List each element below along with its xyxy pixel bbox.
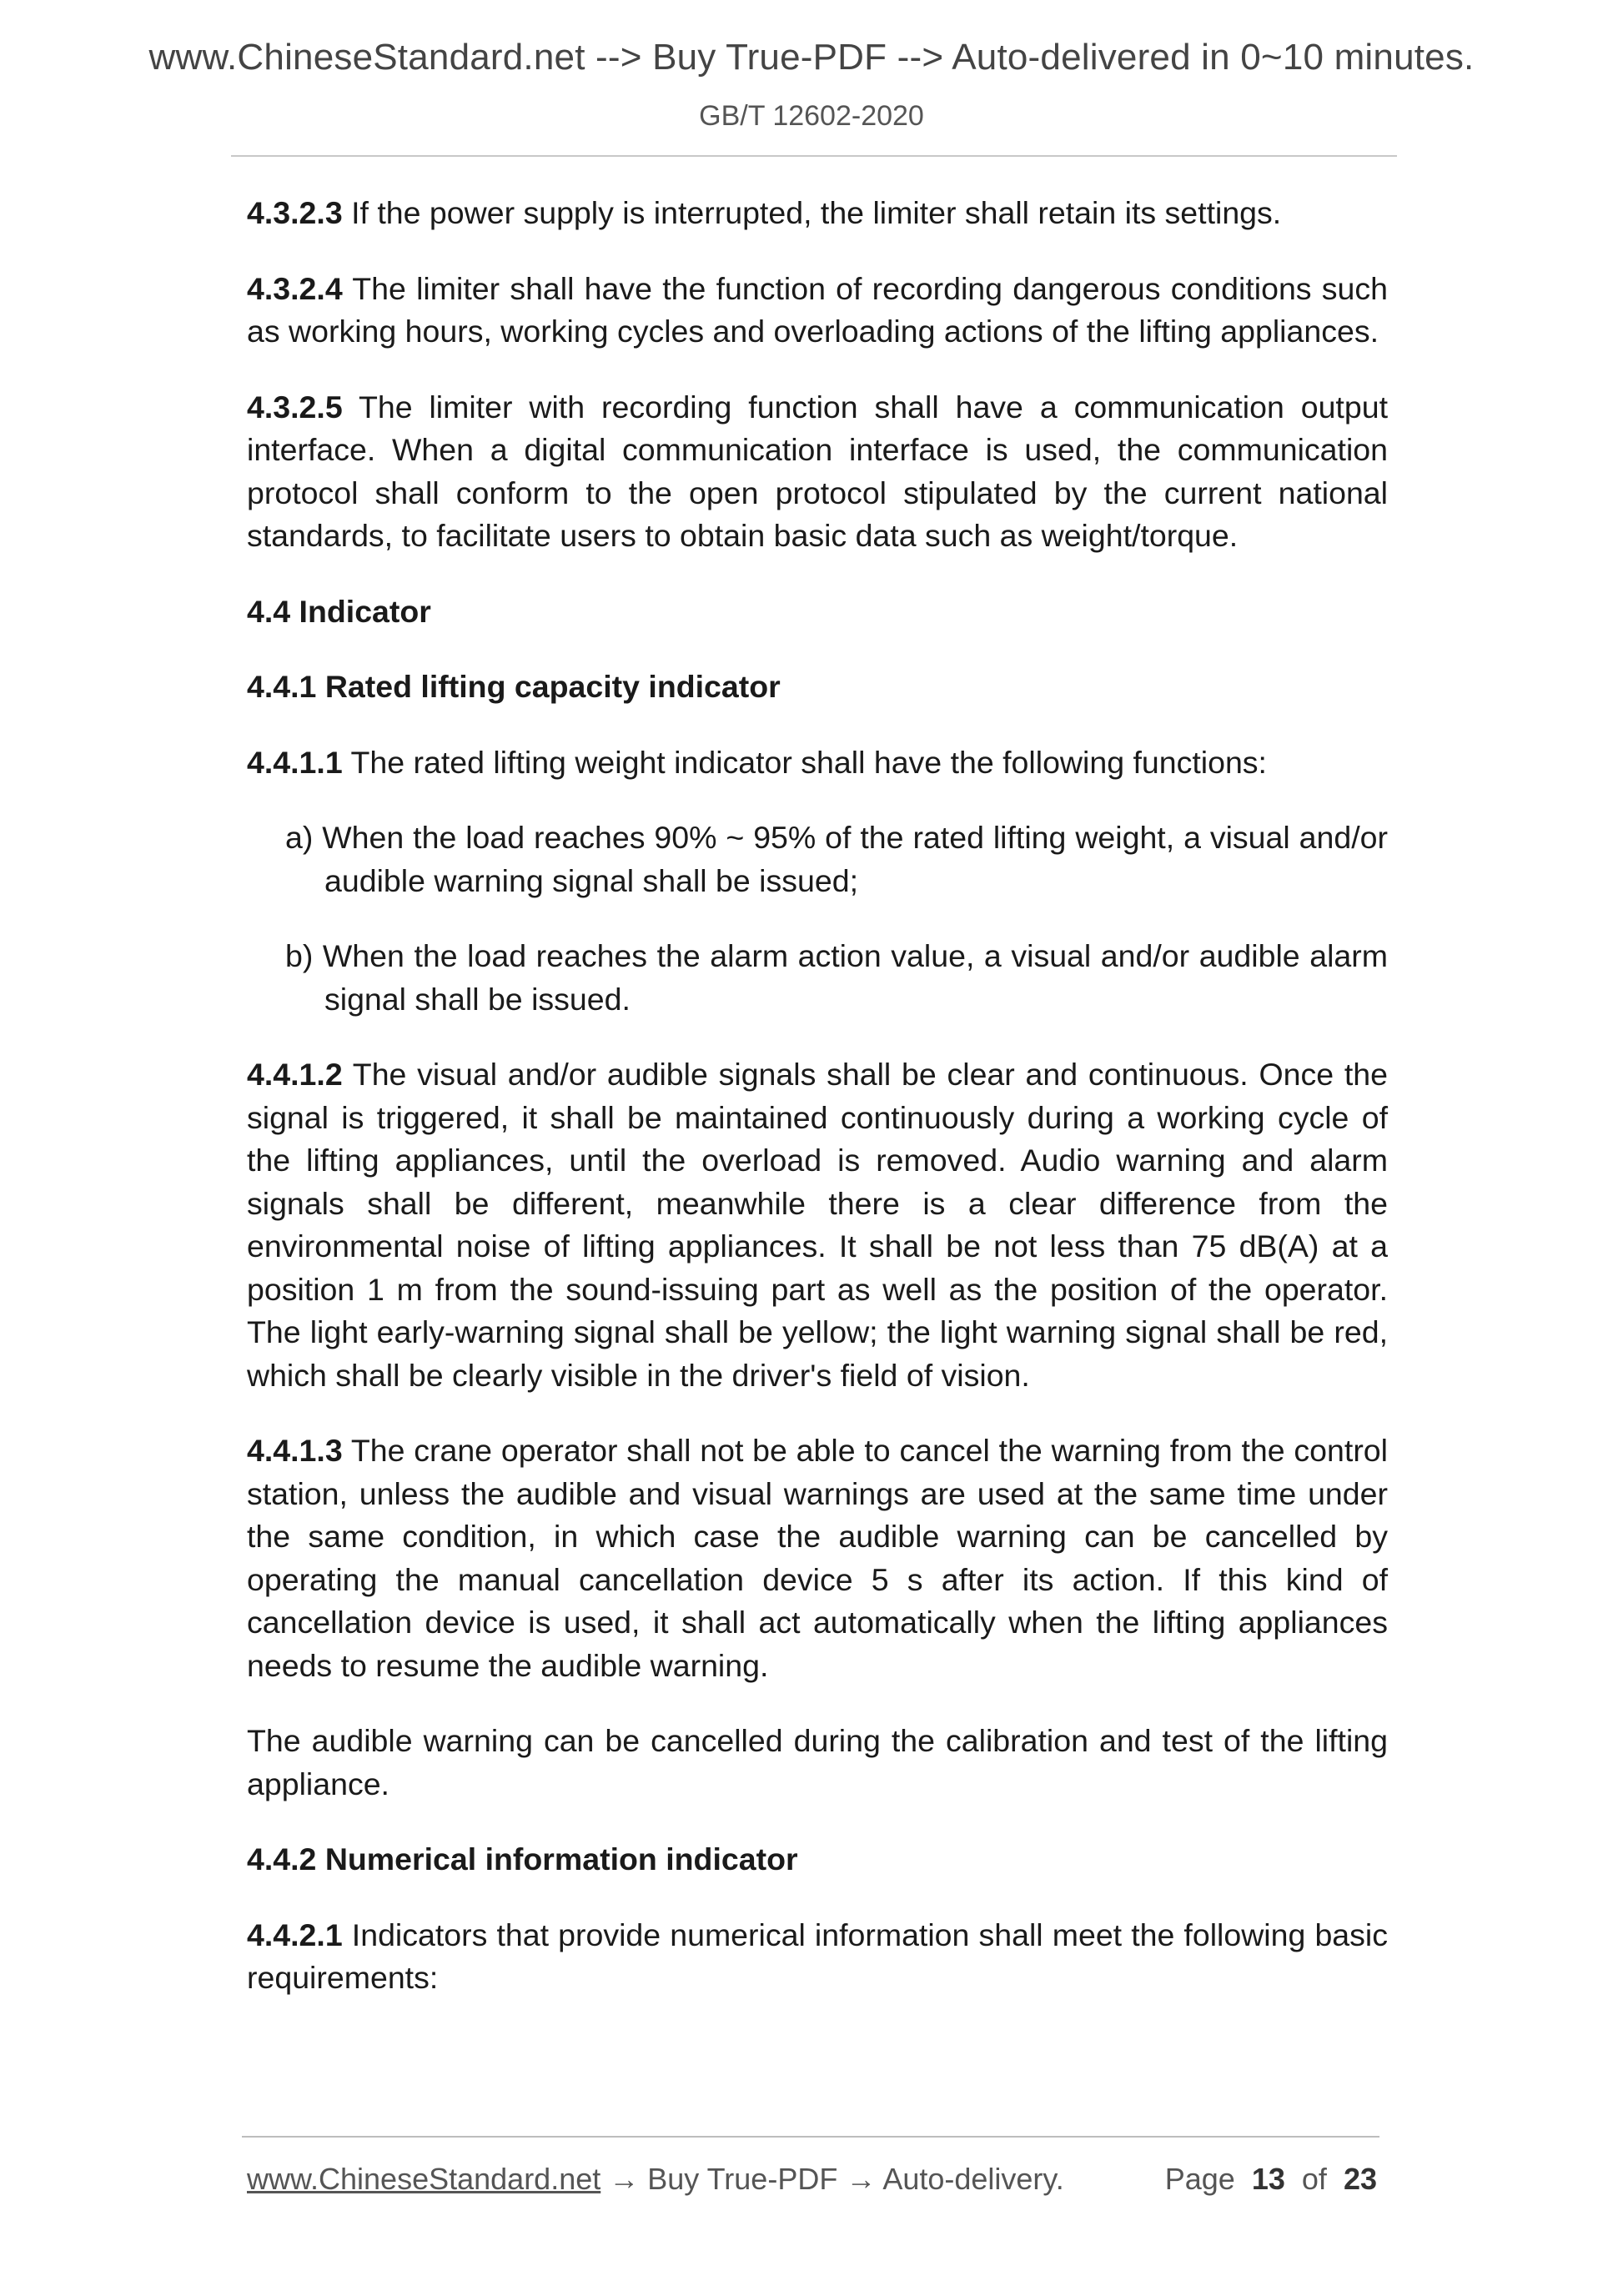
header-divider [231, 155, 1397, 157]
page-indicator [1165, 2162, 1377, 2197]
clause-4-3-2-4 [247, 268, 1388, 354]
clause-4-4-1-3 [247, 1429, 1388, 1687]
clause-text: The limiter shall have the function of recording dangerous conditions such as working hours, working cycles and overloading actions of the lifting appliances. [247, 270, 1388, 349]
clause-text: The limiter with recording function shall have a communication output interface. When a digital communication interface is used, the communication protocol shall conform to the open protocol stipulated by the current national standards, to facilitate users to obtain basic data such as weight/torque. [247, 389, 1388, 553]
section-heading-4-4-2: 4.4.2 Numerical information indicator [247, 1841, 798, 1876]
clause-number: 4.3.2.4 [247, 270, 343, 306]
clause-number: 4.4.2.1 [247, 1917, 343, 1952]
clause-number: 4.4.1.1 [247, 744, 343, 780]
document-code: GB/T 12602-2020 [699, 100, 924, 132]
page-word: Page [1164, 2162, 1235, 2196]
of-word: of [1301, 2162, 1327, 2196]
list-item-a: a) When the load reaches 90% ~ 95% of the rated lifting weight, a visual and/or audible warning signal shall be issued; [285, 820, 1388, 898]
section-heading-4-4-1: 4.4.1 Rated lifting capacity indicator [247, 669, 781, 704]
clause-4-4-1-1 [247, 741, 1388, 785]
clause-number: 4.4.1.2 [247, 1057, 343, 1092]
clause-4-4-1-2 [247, 1053, 1388, 1397]
audible-cancel-paragraph: The audible warning can be cancelled during the calibration and test of the lifting appliance. [247, 1723, 1388, 1801]
clause-4-3-2-5 [247, 386, 1388, 558]
clause-number: 4.3.2.3 [247, 195, 343, 230]
footer-site-link[interactable]: www.ChineseStandard.net [247, 2162, 601, 2196]
section-heading-4-4: 4.4 Indicator [247, 593, 431, 629]
footer-promo [247, 2162, 1064, 2197]
clause-text: The visual and/or audible signals shall be clear and continuous. Once the signal is triggered, it shall be maintained continuously during a working cycle of the lifting appliances, until the overload is removed. Audio warning and alarm signals shall be different, meanwhile there is a clear difference from the environmental noise of lifting appliances. It shall be not less than 75 dB(A) at a position 1 m from the sound-issuing part as well as the position of the operator. The light early-warning signal shall be yellow; the light warning signal shall be red, which shall be clearly visible in the driver's field of vision. [247, 1057, 1388, 1393]
clause-number: 4.3.2.5 [247, 389, 343, 425]
clause-4-3-2-3 [247, 192, 1388, 235]
clause-text: The crane operator shall not be able to cancel the warning from the control station, unless the audible and visual warnings are used at the same time under the same condition, in which case the audible warning can be cancelled by operating the manual cancellation device 5 s after its action. If this kind of cancellation device is used, it shall act automatically when the lifting appliances needs to resume the audible warning. [247, 1433, 1388, 1683]
clause-text: Indicators that provide numerical information shall meet the following basic requirements: [247, 1917, 1388, 1995]
page-content [247, 192, 1388, 2032]
clause-number: 4.4.1.3 [247, 1433, 343, 1468]
clause-4-4-2-1 [247, 1914, 1388, 2000]
footer-tagline: → Buy True-PDF → Auto-delivery. [600, 2162, 1064, 2196]
footer-divider [242, 2136, 1379, 2138]
clause-text: If the power supply is interrupted, the limiter shall retain its settings. [351, 195, 1282, 230]
clause-text: The rated lifting weight indicator shall have the following functions: [350, 744, 1267, 780]
list-item-b: b) When the load reaches the alarm action value, a visual and/or audible alarm signal shall be issued. [285, 938, 1388, 1017]
top-banner: www.ChineseStandard.net --> Buy True-PDF --> Auto-delivered in 0~10 minutes. [148, 37, 1475, 78]
page-current: 13 [1251, 2162, 1285, 2196]
page-total: 23 [1343, 2162, 1377, 2196]
